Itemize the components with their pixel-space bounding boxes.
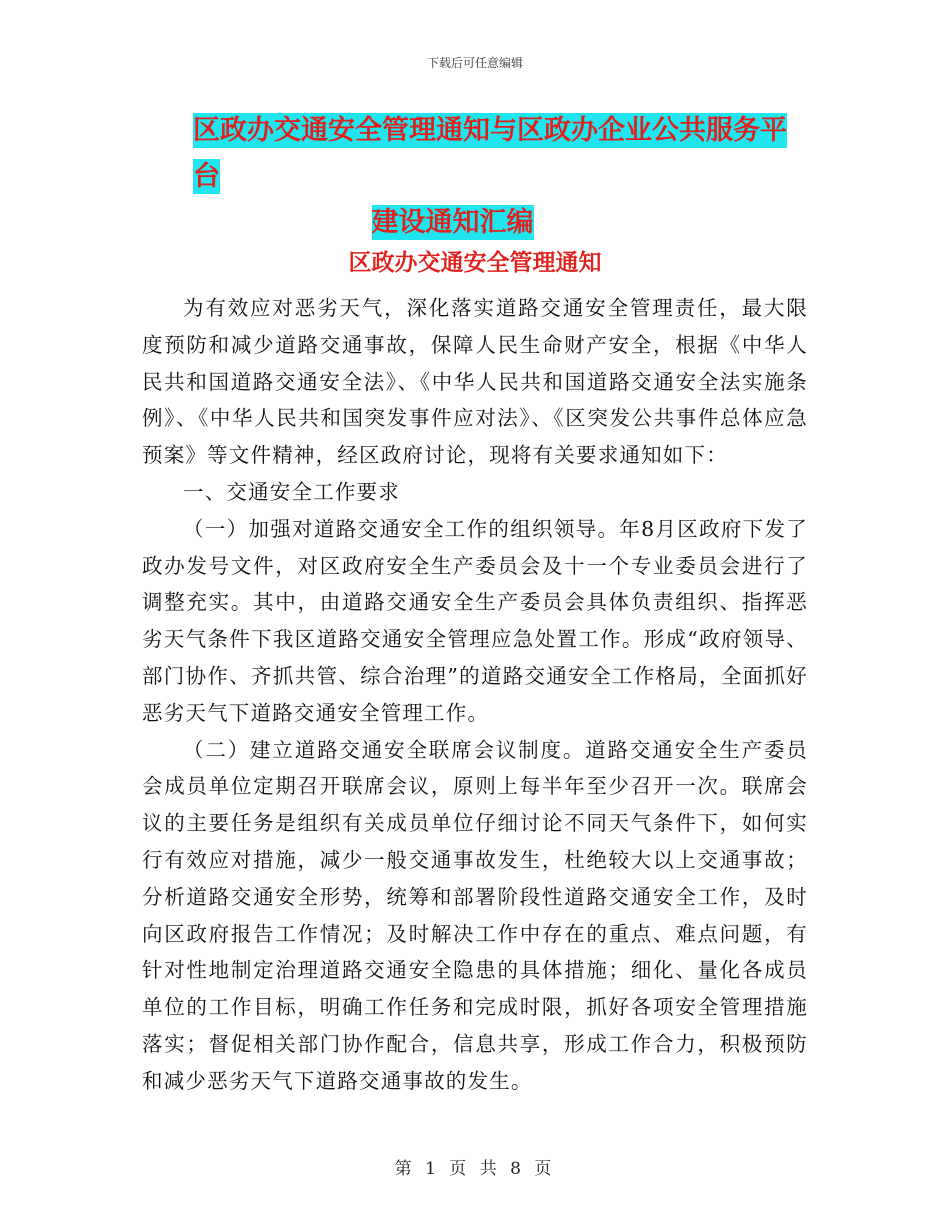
- document-title-line-2: [140, 200, 810, 246]
- document-title: [140, 108, 810, 246]
- title-highlight-2: 建设通知汇编: [371, 207, 534, 238]
- page-footer: 第 1 页 共 8 页: [394, 1159, 556, 1179]
- paragraph-heading-1: 一、交通安全工作要求: [183, 479, 400, 504]
- paragraph-item-2: （二）建立道路交通安全联席会议制度。道路交通安全生产委员会成员单位定期召开联席会议，原则上每半年至少召开一次。联席会议的主要任务是组织有关成员单位仔细讨论不同天气条件下，如何实行有效应对措施，减少一般交通事故发生，杜绝较大以上交通事故；分析道路交通安全形势，统筹和部署阶段性道路交通安全工作，及时向区政府报告工作情况；及时解决工作中存在的重点、难点问题，有针对性地制定治理道路交通安全隐患的具体措施；细化、量化各成员单位的工作目标，明确工作任务和完成时限，抓好各项安全管理措施落实；督促相关部门协作配合，信息共享，形成工作合力，积极预防和减少恶劣天气下道路交通事故的发生。: [142, 737, 808, 1093]
- document-title-line-1: [140, 108, 810, 200]
- section-title: 区政办交通安全管理通知: [348, 250, 602, 276]
- paragraph-intro: 为有效应对恶劣天气，深化落实道路交通安全管理责任，最大限度预防和减少道路交通事故，保障人民生命财产安全，根据《中华人民共和国道路交通安全法》、《中华人民共和国道路交通安全法实施条例》、《中华人民共和国突发事件应对法》、《区突发公共事件总体应急预案》等文件精神，经区政府讨论，现将有关要求通知如下：: [142, 296, 808, 468]
- header-note: 下载后可任意编辑: [426, 56, 523, 70]
- body-text: [142, 290, 808, 1100]
- title-highlight-1: 区政办交通安全管理通知与区政办企业公共服务平台: [193, 115, 787, 192]
- paragraph-item-1: （一）加强对道路交通安全工作的组织领导。年8月区政府下发了政办发号文件，对区政府安全生产委员会及十一个专业委员会进行了调整充实。其中，由道路交通安全生产委员会具体负责组织、指挥恶劣天气条件下我区道路交通安全管理应急处置工作。形成“政府领导、部门协作、齐抓共管、综合治理”的道路交通安全工作格局，全面抓好恶劣天气下道路交通安全管理工作。: [142, 516, 808, 725]
